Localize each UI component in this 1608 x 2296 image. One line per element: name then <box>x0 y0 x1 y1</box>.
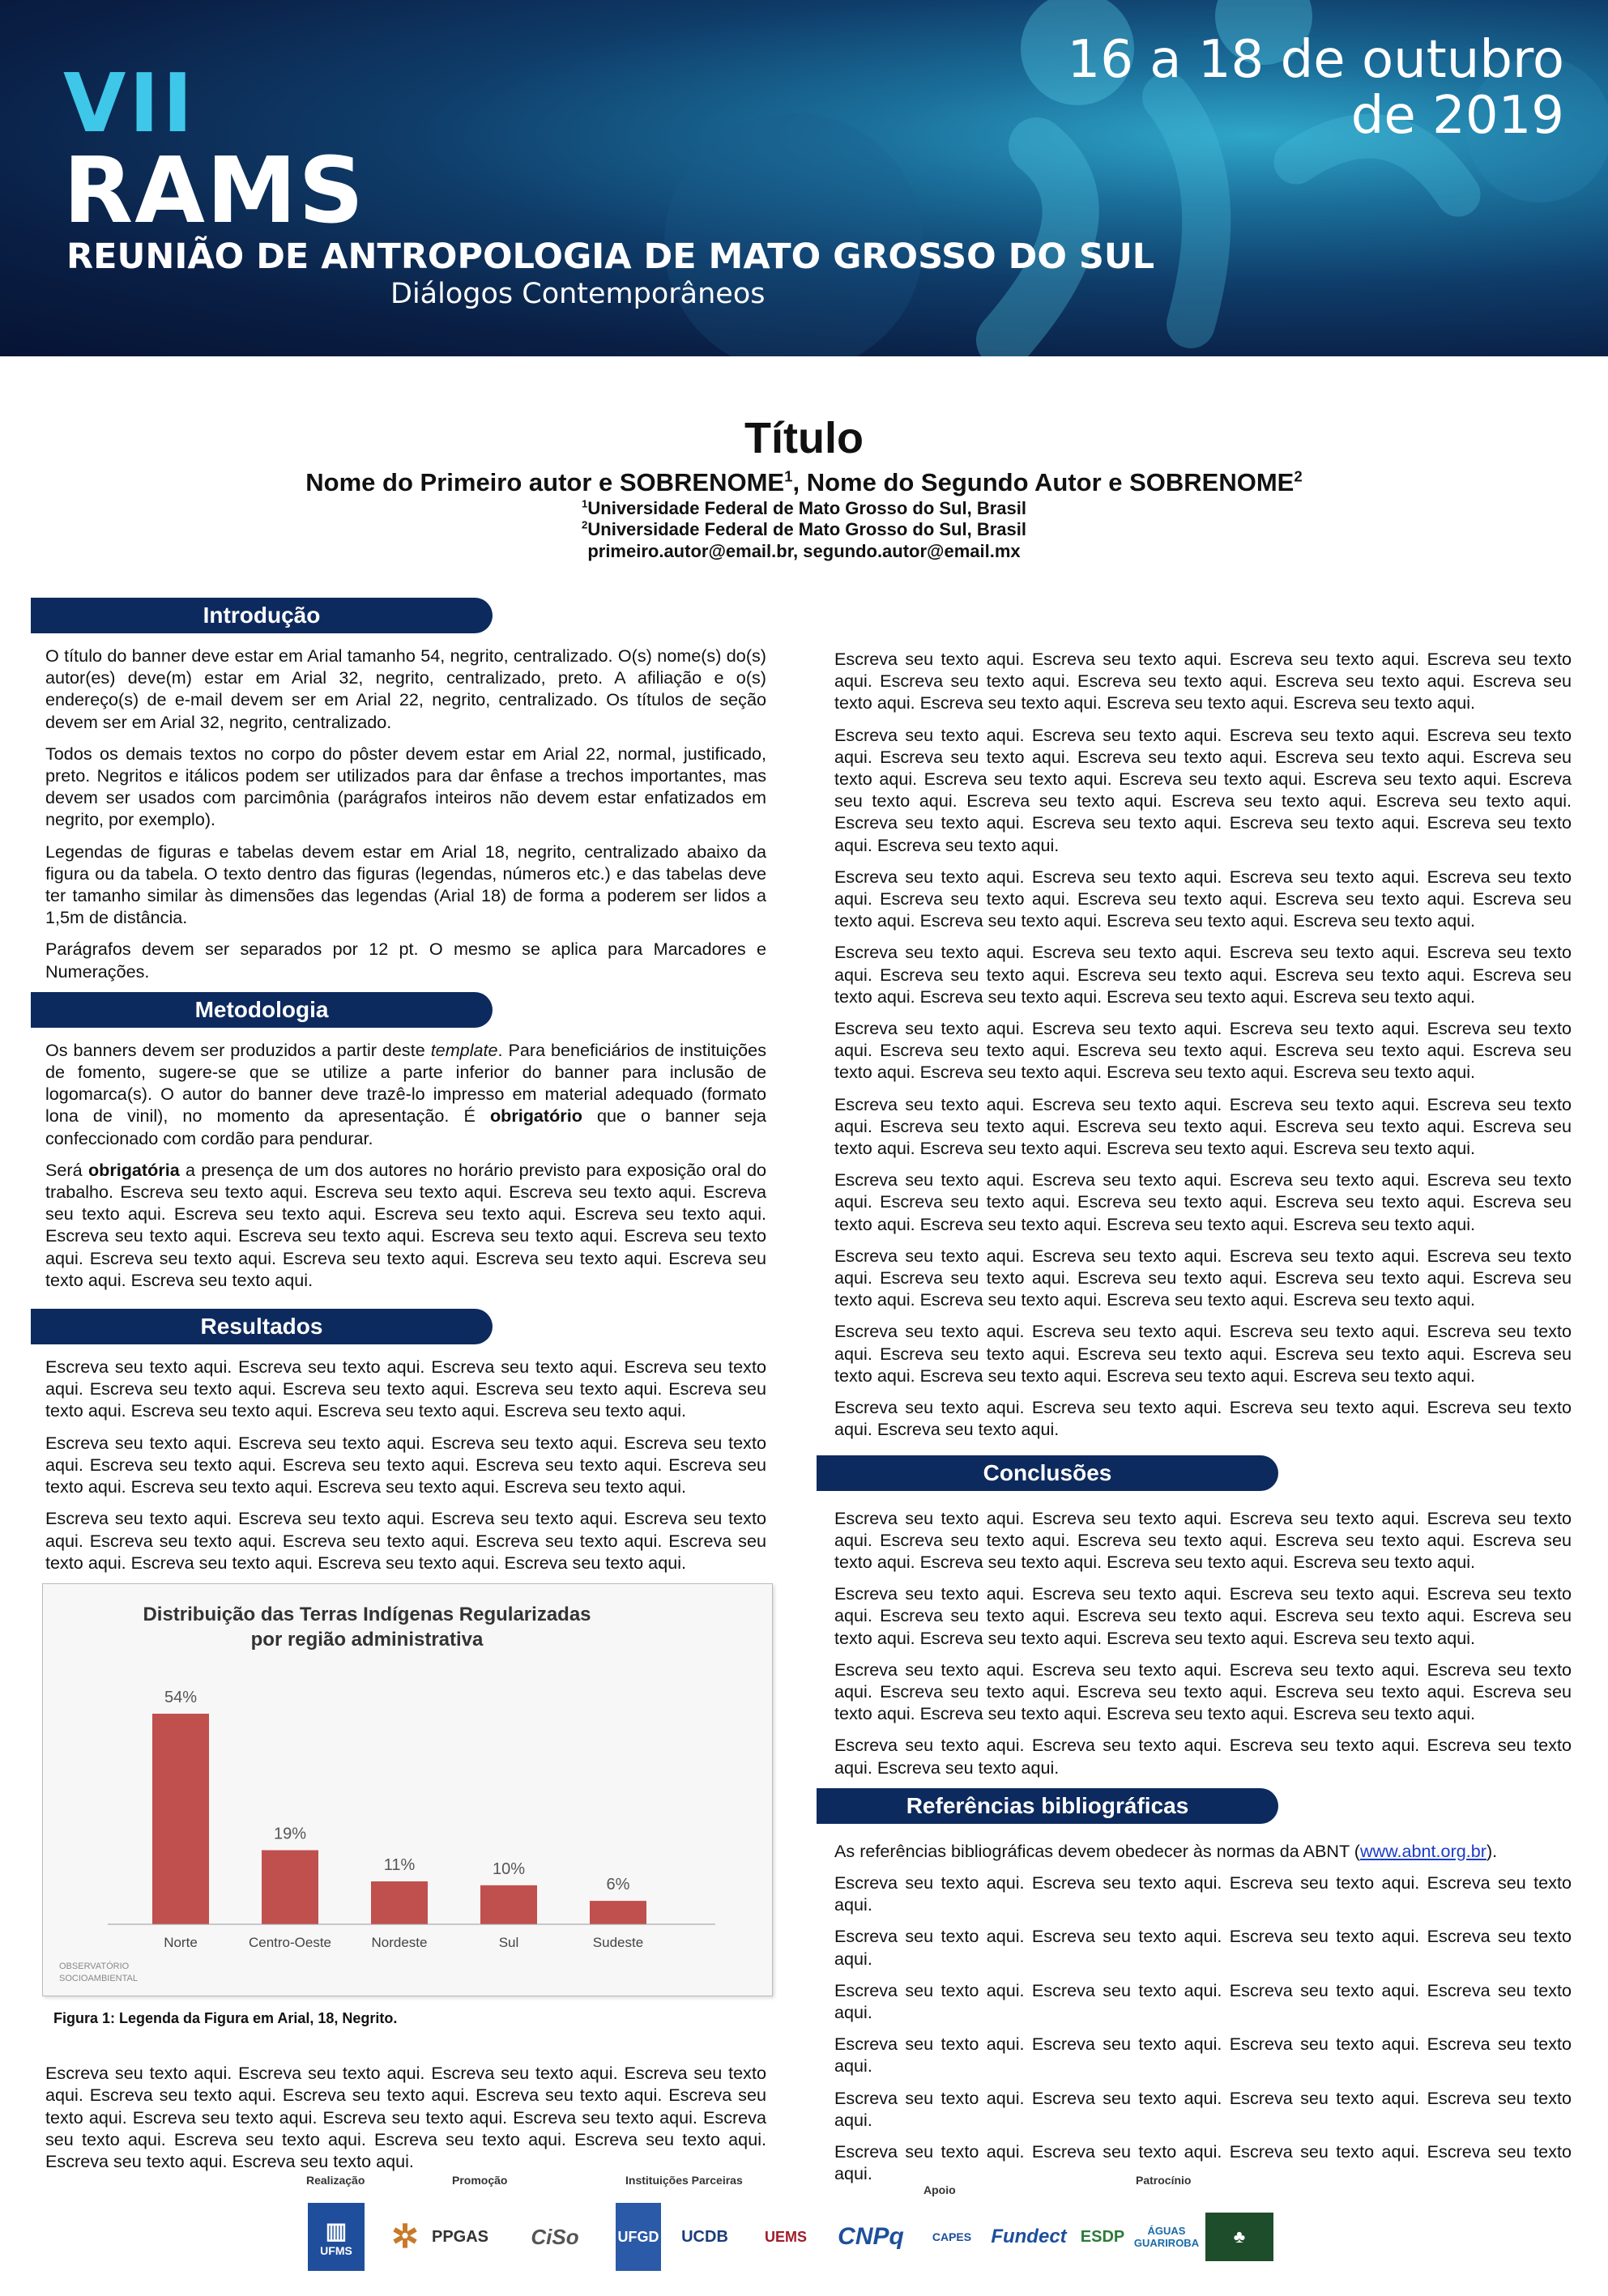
metodologia-p1-part-b: . Para beneficiários de instituições de fomento, sugere-se que se utilize a parte inferior do banner para inclusão de logomarca(s). O autor do banner deve trazê-lo impresso em material adequado (formato lona de vinil), no momento da apresentação. É <box>45 1039 766 1127</box>
label-apoio: Apoio <box>923 2183 956 2196</box>
right-paragraph-6: Escreva seu texto aqui. Escreva seu texto aqui. Escreva seu texto aqui. Escreva seu texto aqui. Escreva seu texto aqui. Escreva seu texto aqui. Escreva seu texto aqui. Escreva seu texto aqui. Escreva seu texto aqui. Escreva seu texto aqui. Escreva seu texto aqui. <box>834 1093 1572 1159</box>
label-realizacao: Realização <box>306 2174 365 2187</box>
chart-category-label: Sudeste <box>592 1934 644 1950</box>
resultados-paragraph-2: Escreva seu texto aqui. Escreva seu texto aqui. Escreva seu texto aqui. Escreva seu texto aqui. Escreva seu texto aqui. Escreva seu texto aqui. Escreva seu texto aqui. Escreva seu texto aqui. Escreva seu texto aqui. Escreva seu texto aqui. Escreva seu texto aqui. <box>45 1432 766 1497</box>
ppgas-logo: PPGAS <box>431 2227 489 2246</box>
chart-data-label: 19% <box>273 1825 307 1843</box>
author-1-sup: 1 <box>784 468 793 486</box>
affiliation-2-sup: 2 <box>582 519 588 532</box>
authors-line: Nome do Primeiro autor e SOBRENOME$^1$, Nome do Segundo Autor e SOBRENOME$^2$ <box>305 468 1303 497</box>
chart-bar <box>371 1881 428 1924</box>
conclusoes-paragraph-1: Escreva seu texto aqui. Escreva seu texto aqui. Escreva seu texto aqui. Escreva seu texto aqui. Escreva seu texto aqui. Escreva seu texto aqui. Escreva seu texto aqui. Escreva seu texto aqui. Escreva seu texto aqui. Escreva seu texto aqui. Escreva seu texto aqui. <box>834 1507 1572 1572</box>
section-heading-introducao: Introdução <box>31 598 493 633</box>
right-paragraph-9: Escreva seu texto aqui. Escreva seu texto aqui. Escreva seu texto aqui. Escreva seu texto aqui. Escreva seu texto aqui. Escreva seu texto aqui. Escreva seu texto aqui. Escreva seu texto aqui. Escreva seu texto aqui. Escreva seu texto aqui. Escreva seu texto aqui. <box>834 1321 1572 1386</box>
metodologia-paragraph-1 <box>45 1039 766 1149</box>
referencia-item: Escreva seu texto aqui. Escreva seu texto aqui. Escreva seu texto aqui. Escreva seu texto aqui. <box>834 1872 1572 1915</box>
affiliation-2 <box>0 519 1608 541</box>
sponsor-emblem-icon: ♣ <box>1205 2213 1273 2261</box>
label-parceiras: Instituições Parceiras <box>625 2174 743 2187</box>
event-acronym: RAMS <box>63 138 366 244</box>
aguas-guariroba-logo: ÁGUAS GUARIROBA <box>1133 2225 1200 2249</box>
metodologia-p2-part-a: Será <box>45 1159 88 1180</box>
author-1: Nome do Primeiro autor e SOBRENOME <box>305 468 785 497</box>
right-paragraph-10: Escreva seu texto aqui. Escreva seu texto aqui. Escreva seu texto aqui. Escreva seu texto aqui. Escreva seu texto aqui. <box>834 1397 1572 1440</box>
header-banner <box>0 0 1608 356</box>
resultados-paragraph-3: Escreva seu texto aqui. Escreva seu texto aqui. Escreva seu texto aqui. Escreva seu texto aqui. Escreva seu texto aqui. Escreva seu texto aqui. Escreva seu texto aqui. Escreva seu texto aqui. Escreva seu texto aqui. Escreva seu texto aqui. Escreva seu texto aqui. <box>45 1508 766 1573</box>
ufms-logo: ▥ UFMS <box>308 2203 365 2271</box>
conclusoes-paragraph-3: Escreva seu texto aqui. Escreva seu texto aqui. Escreva seu texto aqui. Escreva seu texto aqui. Escreva seu texto aqui. Escreva seu texto aqui. Escreva seu texto aqui. Escreva seu texto aqui. Escreva seu texto aqui. Escreva seu texto aqui. Escreva seu texto aqui. <box>834 1659 1572 1724</box>
section-heading-referencias: Referências bibliográficas <box>817 1788 1278 1824</box>
chart-category-label: Norte <box>164 1934 198 1950</box>
ucdb-logo: UCDB <box>681 2227 728 2246</box>
referencia-item: Escreva seu texto aqui. Escreva seu texto aqui. Escreva seu texto aqui. Escreva seu texto aqui. <box>834 2087 1572 2130</box>
capes-logo: CAPES <box>932 2230 972 2243</box>
poster-title: Título <box>744 414 864 462</box>
referencia-item: Escreva seu texto aqui. Escreva seu texto aqui. Escreva seu texto aqui. Escreva seu texto aqui. <box>834 1979 1572 2022</box>
chart-figure <box>42 1583 773 1996</box>
chart-source-line-2: SOCIOAMBIENTAL <box>59 1973 138 1983</box>
left-column <box>45 598 766 2182</box>
event-dates-line1: 16 a 18 de outubro <box>1067 30 1564 90</box>
metodologia-paragraph-2 <box>45 1159 766 1291</box>
cnpq-logo: CNPq <box>838 2223 904 2250</box>
ciso-logo: CiSo <box>531 2224 579 2249</box>
referencia-item: Escreva seu texto aqui. Escreva seu texto aqui. Escreva seu texto aqui. Escreva seu texto aqui. <box>834 1926 1572 1969</box>
title-block <box>0 415 1608 563</box>
chart-category-label: Sul <box>498 1934 519 1950</box>
metodologia-p2-part-b: a presença de um dos autores no horário previsto para exposição oral do trabalho. Escreva seu texto aqui. Escreva seu texto aqui. Escreva seu texto aqui. Escreva seu texto aqui. Escreva seu texto aqui. Escreva seu texto aqui. Escreva seu texto aqui. Escreva seu texto aqui. Escreva seu texto aqui. Escreva seu texto aqui. Escreva seu texto aqui. Escreva seu texto aqui. Escreva seu texto aqui. Escreva seu texto aqui. Escreva seu texto aqui. Escreva seu texto aqui. <box>45 1159 766 1290</box>
metodologia-p1-template: template <box>430 1039 498 1060</box>
right-paragraph-4: Escreva seu texto aqui. Escreva seu texto aqui. Escreva seu texto aqui. Escreva seu texto aqui. Escreva seu texto aqui. Escreva seu texto aqui. Escreva seu texto aqui. Escreva seu texto aqui. Escreva seu texto aqui. Escreva seu texto aqui. Escreva seu texto aqui. <box>834 942 1572 1007</box>
chart-bar <box>480 1885 537 1924</box>
event-name: REUNIÃO DE ANTROPOLOGIA DE MATO GROSSO DO SUL <box>66 236 1155 277</box>
fundect-logo: Fundect <box>991 2226 1067 2247</box>
referencia-item: Escreva seu texto aqui. Escreva seu texto aqui. Escreva seu texto aqui. Escreva seu texto aqui. <box>834 2034 1572 2077</box>
esdp-logo: ESDP <box>1080 2227 1125 2246</box>
right-paragraph-7: Escreva seu texto aqui. Escreva seu texto aqui. Escreva seu texto aqui. Escreva seu texto aqui. Escreva seu texto aqui. Escreva seu texto aqui. Escreva seu texto aqui. Escreva seu texto aqui. Escreva seu texto aqui. Escreva seu texto aqui. Escreva seu texto aqui. <box>834 1169 1572 1234</box>
intro-paragraph-2: Todos os demais textos no corpo do pôster devem estar em Arial 22, normal, justificado, preto. Negritos e itálicos podem ser utilizados para dar ênfase a trechos importantes, mas devem ser usados com parcimônia (parágrafos inteiros não devem estar enfatizados em negrito, por exemplo). <box>45 743 766 830</box>
right-column <box>834 648 1572 2194</box>
event-edition: VII <box>63 56 196 151</box>
ufms-logo-text: UFMS <box>320 2243 352 2257</box>
referencias-intro-close: ). <box>1486 1840 1498 1861</box>
resultados-paragraph-1: Escreva seu texto aqui. Escreva seu texto aqui. Escreva seu texto aqui. Escreva seu texto aqui. Escreva seu texto aqui. Escreva seu texto aqui. Escreva seu texto aqui. Escreva seu texto aqui. Escreva seu texto aqui. Escreva seu texto aqui. Escreva seu texto aqui. <box>45 1357 766 1421</box>
section-heading-conclusoes: Conclusões <box>817 1455 1278 1491</box>
affiliation-2-text: Universidade Federal de Mato Grosso do Sul, Brasil <box>587 519 1026 540</box>
right-paragraph-1: Escreva seu texto aqui. Escreva seu texto aqui. Escreva seu texto aqui. Escreva seu texto aqui. Escreva seu texto aqui. Escreva seu texto aqui. Escreva seu texto aqui. Escreva seu texto aqui. Escreva seu texto aqui. Escreva seu texto aqui. Escreva seu texto aqui. <box>834 649 1572 714</box>
affiliation-1-sup: 1 <box>582 497 588 510</box>
referencias-intro <box>834 1840 1572 1862</box>
chart-data-label: 10% <box>492 1859 526 1878</box>
right-paragraph-2: Escreva seu texto aqui. Escreva seu texto aqui. Escreva seu texto aqui. Escreva seu texto aqui. Escreva seu texto aqui. Escreva seu texto aqui. Escreva seu texto aqui. Escreva seu texto aqui. Escreva seu texto aqui. Escreva seu texto aqui. Escreva seu texto aqui. Escreva seu texto aqui. Escreva seu texto aqui. Escreva seu texto aqui. Escreva seu texto aqui. Escreva seu texto aqui. Escreva seu texto aqui. Escreva seu texto aqui. Escreva seu texto aqui. Escreva seu texto aqui. <box>834 724 1572 855</box>
event-dates <box>1067 30 1564 147</box>
author-2: Nome do Segundo Autor e SOBRENOME <box>806 468 1295 497</box>
chart-category-label: Centro-Oeste <box>248 1934 332 1950</box>
chart-bar <box>152 1714 209 1924</box>
affiliation-1 <box>0 498 1608 520</box>
right-paragraph-8: Escreva seu texto aqui. Escreva seu texto aqui. Escreva seu texto aqui. Escreva seu texto aqui. Escreva seu texto aqui. Escreva seu texto aqui. Escreva seu texto aqui. Escreva seu texto aqui. Escreva seu texto aqui. Escreva seu texto aqui. Escreva seu texto aqui. <box>834 1245 1572 1310</box>
abnt-link[interactable]: www.abnt.org.br <box>1359 1840 1486 1861</box>
affiliation-1-text: Universidade Federal de Mato Grosso do Sul, Brasil <box>587 497 1026 518</box>
section-heading-metodologia: Metodologia <box>31 992 493 1028</box>
label-patrocinio: Patrocínio <box>1136 2174 1192 2187</box>
chart-data-label: 54% <box>164 1688 198 1706</box>
metodologia-p1-part-a: Os banners devem ser produzidos a partir deste <box>45 1039 431 1060</box>
right-paragraph-5: Escreva seu texto aqui. Escreva seu texto aqui. Escreva seu texto aqui. Escreva seu texto aqui. Escreva seu texto aqui. Escreva seu texto aqui. Escreva seu texto aqui. Escreva seu texto aqui. Escreva seu texto aqui. Escreva seu texto aqui. Escreva seu texto aqui. <box>834 1018 1572 1083</box>
sponsors-footer <box>292 2170 1304 2276</box>
intro-paragraph-3: Legendas de figuras e tabelas devem estar em Arial 18, negrito, centralizado abaixo da figura ou da tabela. O texto dentro das figuras (legendas, números etc.) e das tabelas deve ter tamanho similar às dimensões das legendas (Arial 18) de forma a poderem ser lidos a 1,5m de distância. <box>45 841 766 928</box>
referencias-intro-text: As referências bibliográficas devem obedecer às normas da ABNT ( <box>834 1840 1360 1861</box>
figure-caption: Figura 1: Legenda da Figura em Arial, 18, Negrito. <box>53 2009 398 2026</box>
resultados-paragraph-4: Escreva seu texto aqui. Escreva seu texto aqui. Escreva seu texto aqui. Escreva seu texto aqui. Escreva seu texto aqui. Escreva seu texto aqui. Escreva seu texto aqui. Escreva seu texto aqui. Escreva seu texto aqui. Escreva seu texto aqui. Escreva seu texto aqui. Escreva seu texto aqui. Escreva seu texto aqui. Escreva seu texto aqui. Escreva seu texto aqui. Escreva seu texto aqui. Escreva seu texto aqui. <box>45 2063 766 2171</box>
label-promocao: Promoção <box>452 2174 508 2187</box>
uems-logo: UEMS <box>764 2228 807 2245</box>
conclusoes-paragraph-4: Escreva seu texto aqui. Escreva seu texto aqui. Escreva seu texto aqui. Escreva seu texto aqui. Escreva seu texto aqui. <box>834 1735 1572 1778</box>
chart-source-line-1: OBSERVATÓRIO <box>59 1961 130 1971</box>
ufgd-logo: UFGD <box>616 2203 661 2271</box>
section-heading-resultados: Resultados <box>31 1309 493 1344</box>
author-emails: primeiro.autor@email.br, segundo.autor@email.mx <box>587 541 1021 562</box>
chart-data-label: 6% <box>606 1876 630 1894</box>
event-dates-line2: de 2019 <box>1350 86 1564 147</box>
chart-title-line-1: Distribuição das Terras Indígenas Regularizadas <box>143 1603 591 1625</box>
ppgas-symbol-icon: ✲ <box>391 2219 419 2255</box>
right-paragraph-3: Escreva seu texto aqui. Escreva seu texto aqui. Escreva seu texto aqui. Escreva seu texto aqui. Escreva seu texto aqui. Escreva seu texto aqui. Escreva seu texto aqui. Escreva seu texto aqui. Escreva seu texto aqui. Escreva seu texto aqui. Escreva seu texto aqui. <box>834 866 1572 931</box>
chart-data-label: 11% <box>383 1855 416 1874</box>
metodologia-p1-obrigatorio: obrigatório <box>489 1105 582 1127</box>
metodologia-p2-obrigatoria: obrigatória <box>87 1159 180 1180</box>
chart-title-line-2: por região administrativa <box>250 1628 484 1651</box>
metodologia-p1-part-c: que o banner seja confeccionado com cordão para pendurar. <box>45 1105 766 1148</box>
chart-bar <box>262 1850 318 1923</box>
intro-paragraph-4: Parágrafos devem ser separados por 12 pt. O mesmo se aplica para Marcadores e Numerações. <box>45 939 766 982</box>
chart-category-label: Nordeste <box>371 1934 428 1950</box>
event-subtitle: Diálogos Contemporâneos <box>390 278 766 310</box>
conclusoes-paragraph-2: Escreva seu texto aqui. Escreva seu texto aqui. Escreva seu texto aqui. Escreva seu texto aqui. Escreva seu texto aqui. Escreva seu texto aqui. Escreva seu texto aqui. Escreva seu texto aqui. Escreva seu texto aqui. Escreva seu texto aqui. Escreva seu texto aqui. <box>834 1583 1572 1648</box>
author-2-sup: 2 <box>1294 468 1303 486</box>
chart-bar <box>590 1901 646 1924</box>
bar-chart <box>43 1584 772 1996</box>
intro-paragraph-1: O título do banner deve estar em Arial tamanho 54, negrito, centralizado. O(s) nome(s) do(s) autor(es) deve(m) estar em Arial 32, negrito, centralizado, preto. A afiliação e o(s) endereço(s) de e-mail devem ser em Arial 22, negrito, centralizado. Os títulos de seção devem ser em Arial 32, negrito, centralizado. <box>45 645 766 732</box>
referencia-item: Escreva seu texto aqui. Escreva seu texto aqui. Escreva seu texto aqui. Escreva seu texto aqui. <box>834 2141 1572 2184</box>
